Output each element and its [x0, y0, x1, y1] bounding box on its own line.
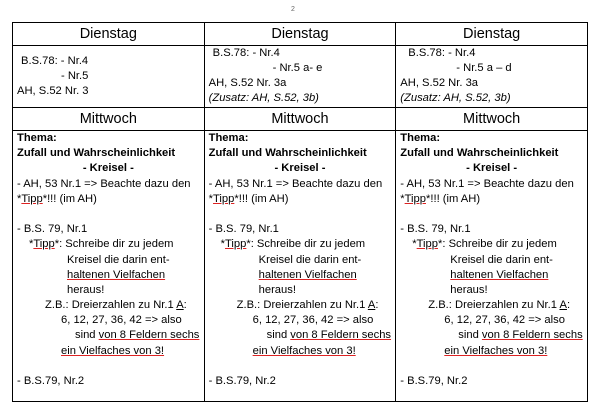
example-colon: : [566, 299, 571, 312]
tipp-hint-line [400, 268, 583, 283]
tipp-hint-line: heraus! [258, 283, 296, 296]
tipp-hint-line: Kreisel die darin ent- [258, 253, 362, 266]
example-part: A [559, 299, 567, 312]
tipp-hint-line: Kreisel die darin ent- [450, 253, 553, 266]
tipp-word: Tipp [33, 238, 55, 251]
wednesday-header-row [13, 108, 588, 131]
tipp-hint-text: *: Schreibe dir zu jedem [246, 238, 366, 251]
task-bs79-nr2-line: - B.S.79, Nr.2 [400, 375, 468, 387]
task-bs79-line: - B.S. 79, Nr.1 [400, 223, 471, 236]
task-bs79-nr2-line: - B.S.79, Nr.2 [17, 375, 85, 387]
blank-line [209, 359, 392, 374]
example-label: Z.B.: Dreierzahlen zu Nr.1 [428, 299, 560, 312]
day-header-tuesday: Dienstag [13, 23, 205, 46]
tipp-star: * [220, 238, 225, 251]
blank-line [17, 359, 200, 374]
tipp-star: * [17, 192, 22, 205]
homework-line: - Nr.5 [61, 70, 89, 82]
example-colon: : [183, 299, 187, 312]
homework-line: B.S.78: - Nr.4 [21, 55, 89, 67]
homework-cell [13, 46, 205, 108]
blank-line [209, 207, 392, 222]
homework-line: AH, S.52 Nr. 3a [400, 77, 479, 89]
conclusion-underlined: ein Vielfaches von 3! [444, 344, 548, 357]
tipp-word: Tipp [21, 192, 43, 205]
tipp-hint-underlined: haltenen Vielfachen [450, 268, 549, 281]
blank-line [400, 359, 583, 374]
tipp-hint-line [209, 237, 392, 252]
homework-line: AH, S.52 Nr. 3a [208, 77, 287, 89]
task-ah-line: - AH, 53 Nr.1 => Beachte dazu den [17, 177, 191, 190]
tipp-star: * [412, 238, 417, 251]
task-bs79-nr2-line: - B.S.79, Nr.2 [208, 375, 276, 387]
tipp-hint-line: heraus! [450, 283, 488, 296]
tipp-hint-line [400, 237, 583, 252]
tipp-line [17, 192, 200, 207]
tipp-star: * [400, 192, 405, 205]
tipp-hint-line: Kreisel die darin ent- [67, 253, 170, 266]
homework-line: - Nr.5 a – d [456, 62, 512, 74]
tipp-star: * [208, 192, 213, 205]
lesson-cell [204, 131, 396, 402]
lesson-cell [396, 131, 588, 402]
task-bs79-line: - B.S. 79, Nr.1 [208, 223, 279, 236]
conclusion-underlined: von 8 Feldern sechs [481, 329, 583, 342]
tipp-word: Tipp [404, 192, 426, 205]
example-label: Z.B.: Dreierzahlen zu Nr.1 [236, 299, 368, 312]
homework-cell [396, 46, 588, 108]
blank-line [400, 207, 583, 222]
tipp-word: Tipp [416, 238, 438, 251]
day-header-tuesday: Dienstag [396, 23, 588, 46]
task-bs79-line: - B.S. 79, Nr.1 [17, 223, 88, 236]
tuesday-header-row [13, 23, 588, 46]
tipp-hint-underlined: haltenen Vielfachen [67, 268, 166, 281]
topic-subtitle: - Kreisel - [82, 162, 134, 175]
day-header-wednesday: Mittwoch [396, 108, 588, 131]
thema-label: Thema: [17, 132, 57, 144]
tipp-hint-underlined: haltenen Vielfachen [258, 268, 357, 281]
example-conclusion [400, 328, 583, 343]
conclusion-underlined: ein Vielfaches von 3! [61, 344, 165, 357]
example-part: A [176, 299, 184, 312]
example-conclusion [17, 344, 200, 359]
tipp-line [400, 192, 583, 207]
tipp-line [209, 192, 392, 207]
tipp-suffix: *!!! (im AH) [234, 192, 289, 205]
weekly-plan-table [12, 22, 588, 402]
tipp-hint-line [17, 237, 200, 252]
task-ah-line: - AH, 53 Nr.1 => Beachte dazu den [400, 177, 574, 190]
thema-label: Thema: [208, 132, 249, 144]
conclusion-prefix: sind [458, 329, 482, 342]
lesson-cell [13, 131, 205, 402]
tipp-hint-line [17, 268, 200, 283]
blank-line [17, 207, 200, 222]
example-label: Z.B.: Dreierzahlen zu Nr.1 [45, 299, 177, 312]
tuesday-homework-row [13, 46, 588, 108]
day-header-wednesday: Mittwoch [204, 108, 396, 131]
example-numbers: 6, 12, 27, 36, 42 => also [252, 314, 374, 327]
tipp-hint-text: *: Schreibe dir zu jedem [54, 238, 174, 251]
example-conclusion [400, 344, 583, 359]
conclusion-prefix: sind [75, 329, 99, 342]
day-header-tuesday: Dienstag [204, 23, 396, 46]
example-part: A [367, 299, 376, 312]
tipp-suffix: *!!! (im AH) [426, 192, 481, 205]
example-colon: : [375, 299, 379, 312]
tipp-star: * [29, 238, 34, 251]
topic-title: Zufall und Wahrscheinlichkeit [400, 147, 559, 160]
tipp-word: Tipp [213, 192, 235, 205]
homework-line: - Nr.5 a- e [272, 62, 323, 74]
conclusion-underlined: von 8 Feldern sechs [98, 329, 200, 342]
example-line [400, 298, 583, 313]
topic-title: Zufall und Wahrscheinlichkeit [208, 147, 367, 160]
topic-subtitle: - Kreisel - [274, 162, 326, 175]
page-number: 2 [291, 6, 295, 13]
example-conclusion [209, 344, 392, 359]
tipp-suffix: *!!! (im AH) [42, 192, 97, 205]
conclusion-underlined: von 8 Feldern sechs [290, 329, 392, 342]
homework-extra: (Zusatz: AH, S.52, 3b) [208, 92, 319, 104]
homework-line: AH, S.52 Nr. 3 [17, 85, 89, 97]
homework-line: B.S.78: - Nr.4 [408, 47, 476, 59]
thema-label: Thema: [400, 132, 441, 144]
example-numbers: 6, 12, 27, 36, 42 => also [444, 314, 565, 327]
conclusion-prefix: sind [266, 329, 291, 342]
tipp-hint-line [209, 268, 392, 283]
day-header-wednesday: Mittwoch [13, 108, 205, 131]
tipp-hint-line: heraus! [67, 283, 105, 296]
example-line [17, 298, 200, 313]
tipp-hint-text: *: Schreibe dir zu jedem [438, 238, 557, 251]
example-conclusion [209, 328, 392, 343]
example-line [209, 298, 392, 313]
topic-subtitle: - Kreisel - [466, 162, 518, 175]
conclusion-underlined: ein Vielfaches von 3! [252, 344, 356, 357]
homework-extra: (Zusatz: AH, S.52, 3b) [400, 92, 511, 104]
example-conclusion [17, 328, 200, 343]
wednesday-content-row [13, 131, 588, 402]
tipp-word: Tipp [225, 238, 247, 251]
topic-title: Zufall und Wahrscheinlichkeit [17, 147, 176, 160]
homework-line: B.S.78: - Nr.4 [212, 47, 280, 59]
homework-cell [204, 46, 396, 108]
task-ah-line: - AH, 53 Nr.1 => Beachte dazu den [208, 177, 383, 190]
example-numbers: 6, 12, 27, 36, 42 => also [61, 314, 182, 327]
